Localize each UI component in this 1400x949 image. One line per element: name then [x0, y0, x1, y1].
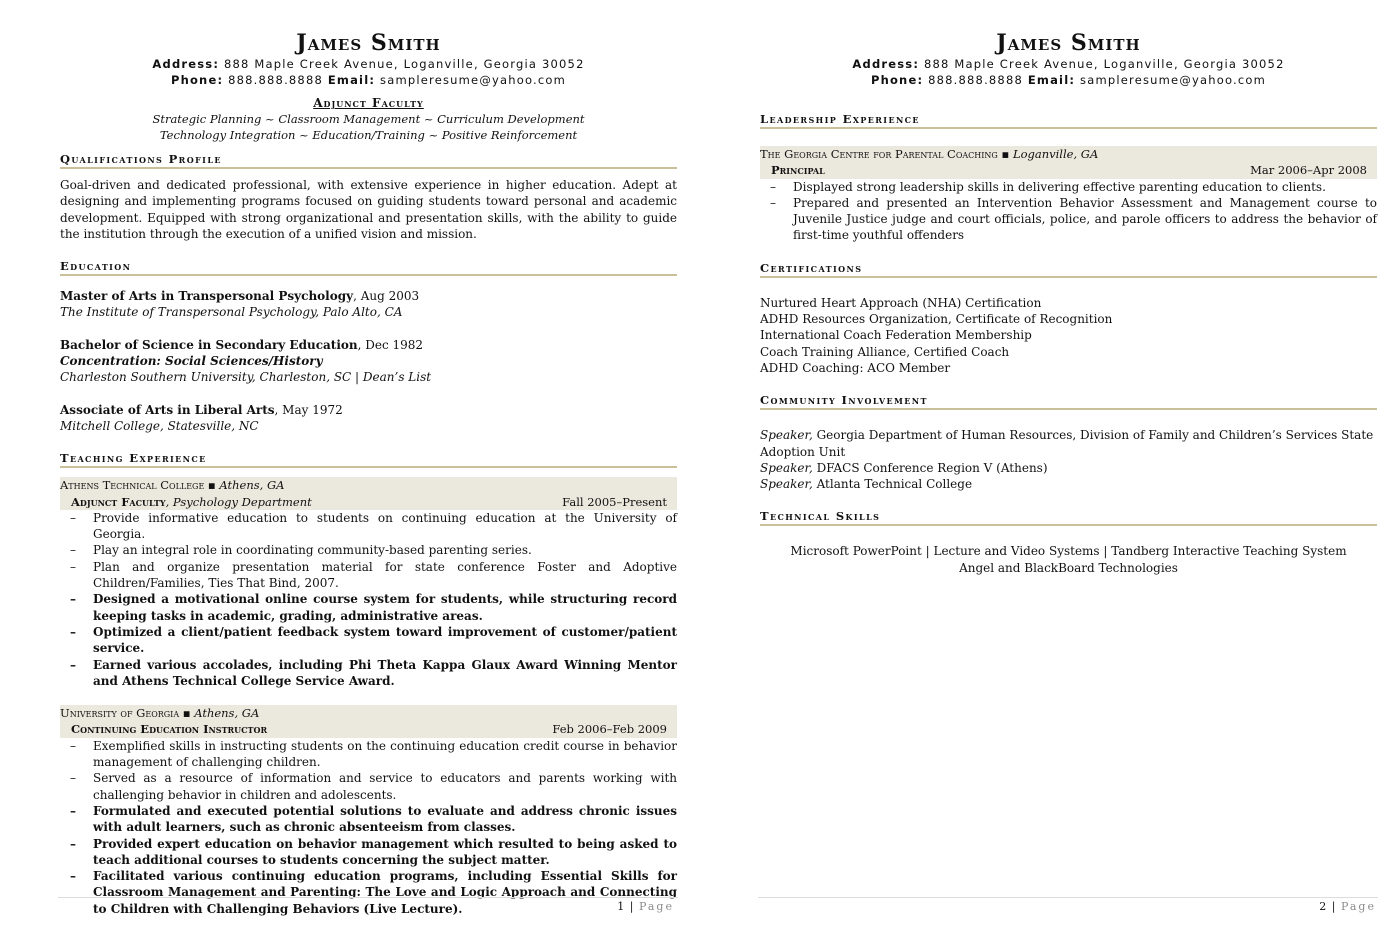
section-teaching: Teaching Experience — [60, 451, 677, 468]
job-bullet: – Play an integral role in coordinating community-based parenting series. — [60, 542, 677, 558]
address-line — [760, 56, 1377, 72]
resume-name: James Smith — [996, 30, 1141, 56]
school-name: Mitchell College, Statesville, NC — [60, 418, 259, 433]
job-role: Adjunct Faculty — [71, 494, 166, 509]
email-label: Email: — [1027, 73, 1076, 87]
phone-email-line — [760, 72, 1377, 88]
community-list — [760, 427, 1377, 492]
qualifications-text: Goal-driven and dedicated professional, with extensive experience in higher education. Adept at designing and implementing programs focused on guiding students toward personal and academic development. Equipped with strong organizational and presentation skills, with the ability to guide the institution through the execution of a unified vision and mission. — [60, 178, 677, 241]
job-bullets — [60, 510, 677, 689]
phone-value: 888.888.8888 — [928, 73, 1023, 87]
job-separator: ▪ — [179, 706, 195, 721]
footer-separator: | — [1327, 900, 1341, 913]
degree-concentration: Concentration: Social Sciences/History — [60, 354, 323, 369]
job-bullet: – Facilitated various continuing education programs, including Essential Skills for Classroom Management and Parenting: The Love and Logic Approach and Connecting to Children with Challenging Behaviors (Live Lecture). — [60, 868, 677, 917]
footer-divider — [58, 897, 678, 898]
address-value: 888 Maple Creek Avenue, Loganville, Georgia 30052 — [924, 57, 1285, 71]
community-item — [760, 427, 1377, 460]
target-keywords-2: Technology Integration ~ Education/Training ~ Positive Reinforcement — [159, 128, 578, 142]
degree-date: , Dec 1982 — [357, 337, 424, 352]
technical-skills-line: Angel and BlackBoard Technologies — [959, 560, 1178, 575]
community-role: Speaker, — [760, 477, 813, 492]
page-2 — [700, 0, 1400, 949]
job-location: Athens, GA — [194, 706, 260, 721]
section-qualifications: Qualifications Profile — [60, 152, 677, 169]
page-1-content — [60, 30, 677, 917]
section-leadership: Leadership Experience — [760, 112, 1377, 129]
resume-name: James Smith — [296, 30, 441, 56]
job-bullet: – Served as a resource of information and service to educators and parents working with challenging behavior in children and adolescents. — [60, 770, 677, 803]
email-value: sampleresume@yahoo.com — [1080, 73, 1267, 87]
community-org: Atlanta Technical College — [812, 477, 973, 492]
community-org: Georgia Department of Human Resources, Division of Family and Children’s Services State Adoption Unit — [760, 428, 1374, 459]
section-certifications: Certifications — [760, 261, 1377, 278]
job-bullet: – Provided expert education on behavior management which resulted to being asked to teach additional courses to students concerning the subject matter. — [60, 836, 677, 869]
certification-item: Nurtured Heart Approach (NHA) Certification — [760, 295, 1042, 310]
address-label: Address: — [852, 57, 920, 71]
job-bullet: – Exemplified skills in instructing students on the continuing education credit course in behavior management of challenging children. — [60, 738, 677, 771]
community-item — [760, 460, 1377, 476]
page-2-content — [760, 30, 1377, 576]
phone-value: 888.888.8888 — [228, 73, 323, 87]
community-item — [760, 476, 1377, 492]
job-organization: University of Georgia — [60, 706, 180, 721]
job-organization: Athens Technical College — [60, 478, 205, 493]
job-department: , Psychology Department — [165, 494, 312, 509]
footer-divider — [758, 897, 1378, 898]
job-header — [760, 146, 1377, 179]
page-number: 1 — [617, 900, 626, 913]
job-bullets — [60, 738, 677, 917]
page-footer — [1319, 900, 1376, 913]
degree-name: Master of Arts in Transpersonal Psychology — [60, 289, 354, 304]
certification-item: International Coach Federation Membership — [760, 328, 1032, 343]
job-header — [60, 705, 677, 738]
community-org: DFACS Conference Region V (Athens) — [812, 460, 1048, 475]
job-bullet: – Earned various accolades, including Phi Theta Kappa Glaux Award Winning Mentor and Athens Technical College Service Award. — [60, 657, 677, 690]
community-role: Speaker, — [760, 460, 813, 475]
degree-name: Associate of Arts in Liberal Arts — [60, 402, 275, 417]
job-separator: ▪ — [997, 147, 1013, 161]
job-role: Continuing Education Instructor — [71, 722, 268, 737]
job-bullet: – Optimized a client/patient feedback system toward improvement of customer/patient service. — [60, 624, 677, 657]
education-item — [60, 337, 677, 386]
job-header — [60, 477, 677, 510]
job-organization: The Georgia Centre for Parental Coaching — [760, 147, 998, 161]
section-community: Community Involvement — [760, 393, 1377, 410]
phone-label: Phone: — [870, 73, 924, 87]
job-bullet: – Designed a motivational online course system for students, while structuring record keeping tasks in academic, grading, administrative areas. — [60, 591, 677, 624]
certification-item: ADHD Resources Organization, Certificate of Recognition — [760, 312, 1113, 327]
school-name: The Institute of Transpersonal Psychology, Palo Alto, CA — [60, 305, 403, 320]
technical-skills-line: Microsoft PowerPoint | Lecture and Video Systems | Tandberg Interactive Teaching System — [790, 544, 1347, 559]
target-title: Adjunct Faculty — [313, 96, 424, 110]
job-location: Loganville, GA — [1012, 147, 1099, 161]
phone-label: Phone: — [170, 73, 224, 87]
footer-separator: | — [625, 900, 639, 913]
target-keywords-1: Strategic Planning ~ Classroom Management ~ Curriculum Development — [152, 112, 585, 126]
certification-item: ADHD Coaching: ACO Member — [760, 360, 951, 375]
community-role: Speaker, — [760, 428, 813, 443]
degree-name: Bachelor of Science in Secondary Education — [60, 337, 358, 352]
certifications-list — [760, 295, 1377, 376]
degree-date: , Aug 2003 — [353, 289, 420, 304]
job-bullet: – Displayed strong leadership skills in delivering effective parenting education to clients. — [760, 179, 1377, 195]
job-dates: Fall 2005–Present — [562, 494, 667, 509]
page-label: Page — [1340, 900, 1376, 913]
phone-email-line — [60, 72, 677, 88]
address-value: 888 Maple Creek Avenue, Loganville, Georgia 30052 — [224, 57, 585, 71]
section-technical: Technical Skills — [760, 509, 1377, 526]
page-label: Page — [638, 900, 674, 913]
email-label: Email: — [327, 73, 376, 87]
section-education: Education — [60, 259, 677, 276]
job-bullet: – Provide informative education to students on continuing education at the University of Georgia. — [60, 510, 677, 543]
page-footer — [617, 900, 674, 913]
job-bullets — [760, 179, 1377, 244]
job-dates: Feb 2006–Feb 2009 — [552, 722, 667, 737]
page-number: 2 — [1319, 900, 1328, 913]
job-bullet: – Plan and organize presentation material for state conference Foster and Adoptive Children/Families, Ties That Bind, 2007. — [60, 559, 677, 592]
certification-item: Coach Training Alliance, Certified Coach — [760, 344, 1010, 359]
school-name: Charleston Southern University, Charleston, SC | Dean’s List — [60, 370, 432, 385]
degree-date: , May 1972 — [274, 402, 343, 417]
address-label: Address: — [152, 57, 220, 71]
education-item — [60, 402, 677, 435]
job-location: Athens, GA — [219, 478, 285, 493]
job-role: Principal — [771, 163, 825, 178]
job-separator: ▪ — [204, 478, 220, 493]
education-item — [60, 288, 677, 321]
technical-skills — [760, 543, 1377, 576]
address-line — [60, 56, 677, 72]
job-dates: Mar 2006–Apr 2008 — [1250, 163, 1367, 178]
job-bullet: – Prepared and presented an Intervention Behavior Assessment and Management course to Juvenile Justice judge and court officials, police, and parole officers to address the behavior of first-time youthful offenders — [760, 195, 1377, 244]
job-bullet: – Formulated and executed potential solutions to evaluate and address chronic issues with adult learners, such as chronic absenteeism from classes. — [60, 803, 677, 836]
email-value: sampleresume@yahoo.com — [380, 73, 567, 87]
